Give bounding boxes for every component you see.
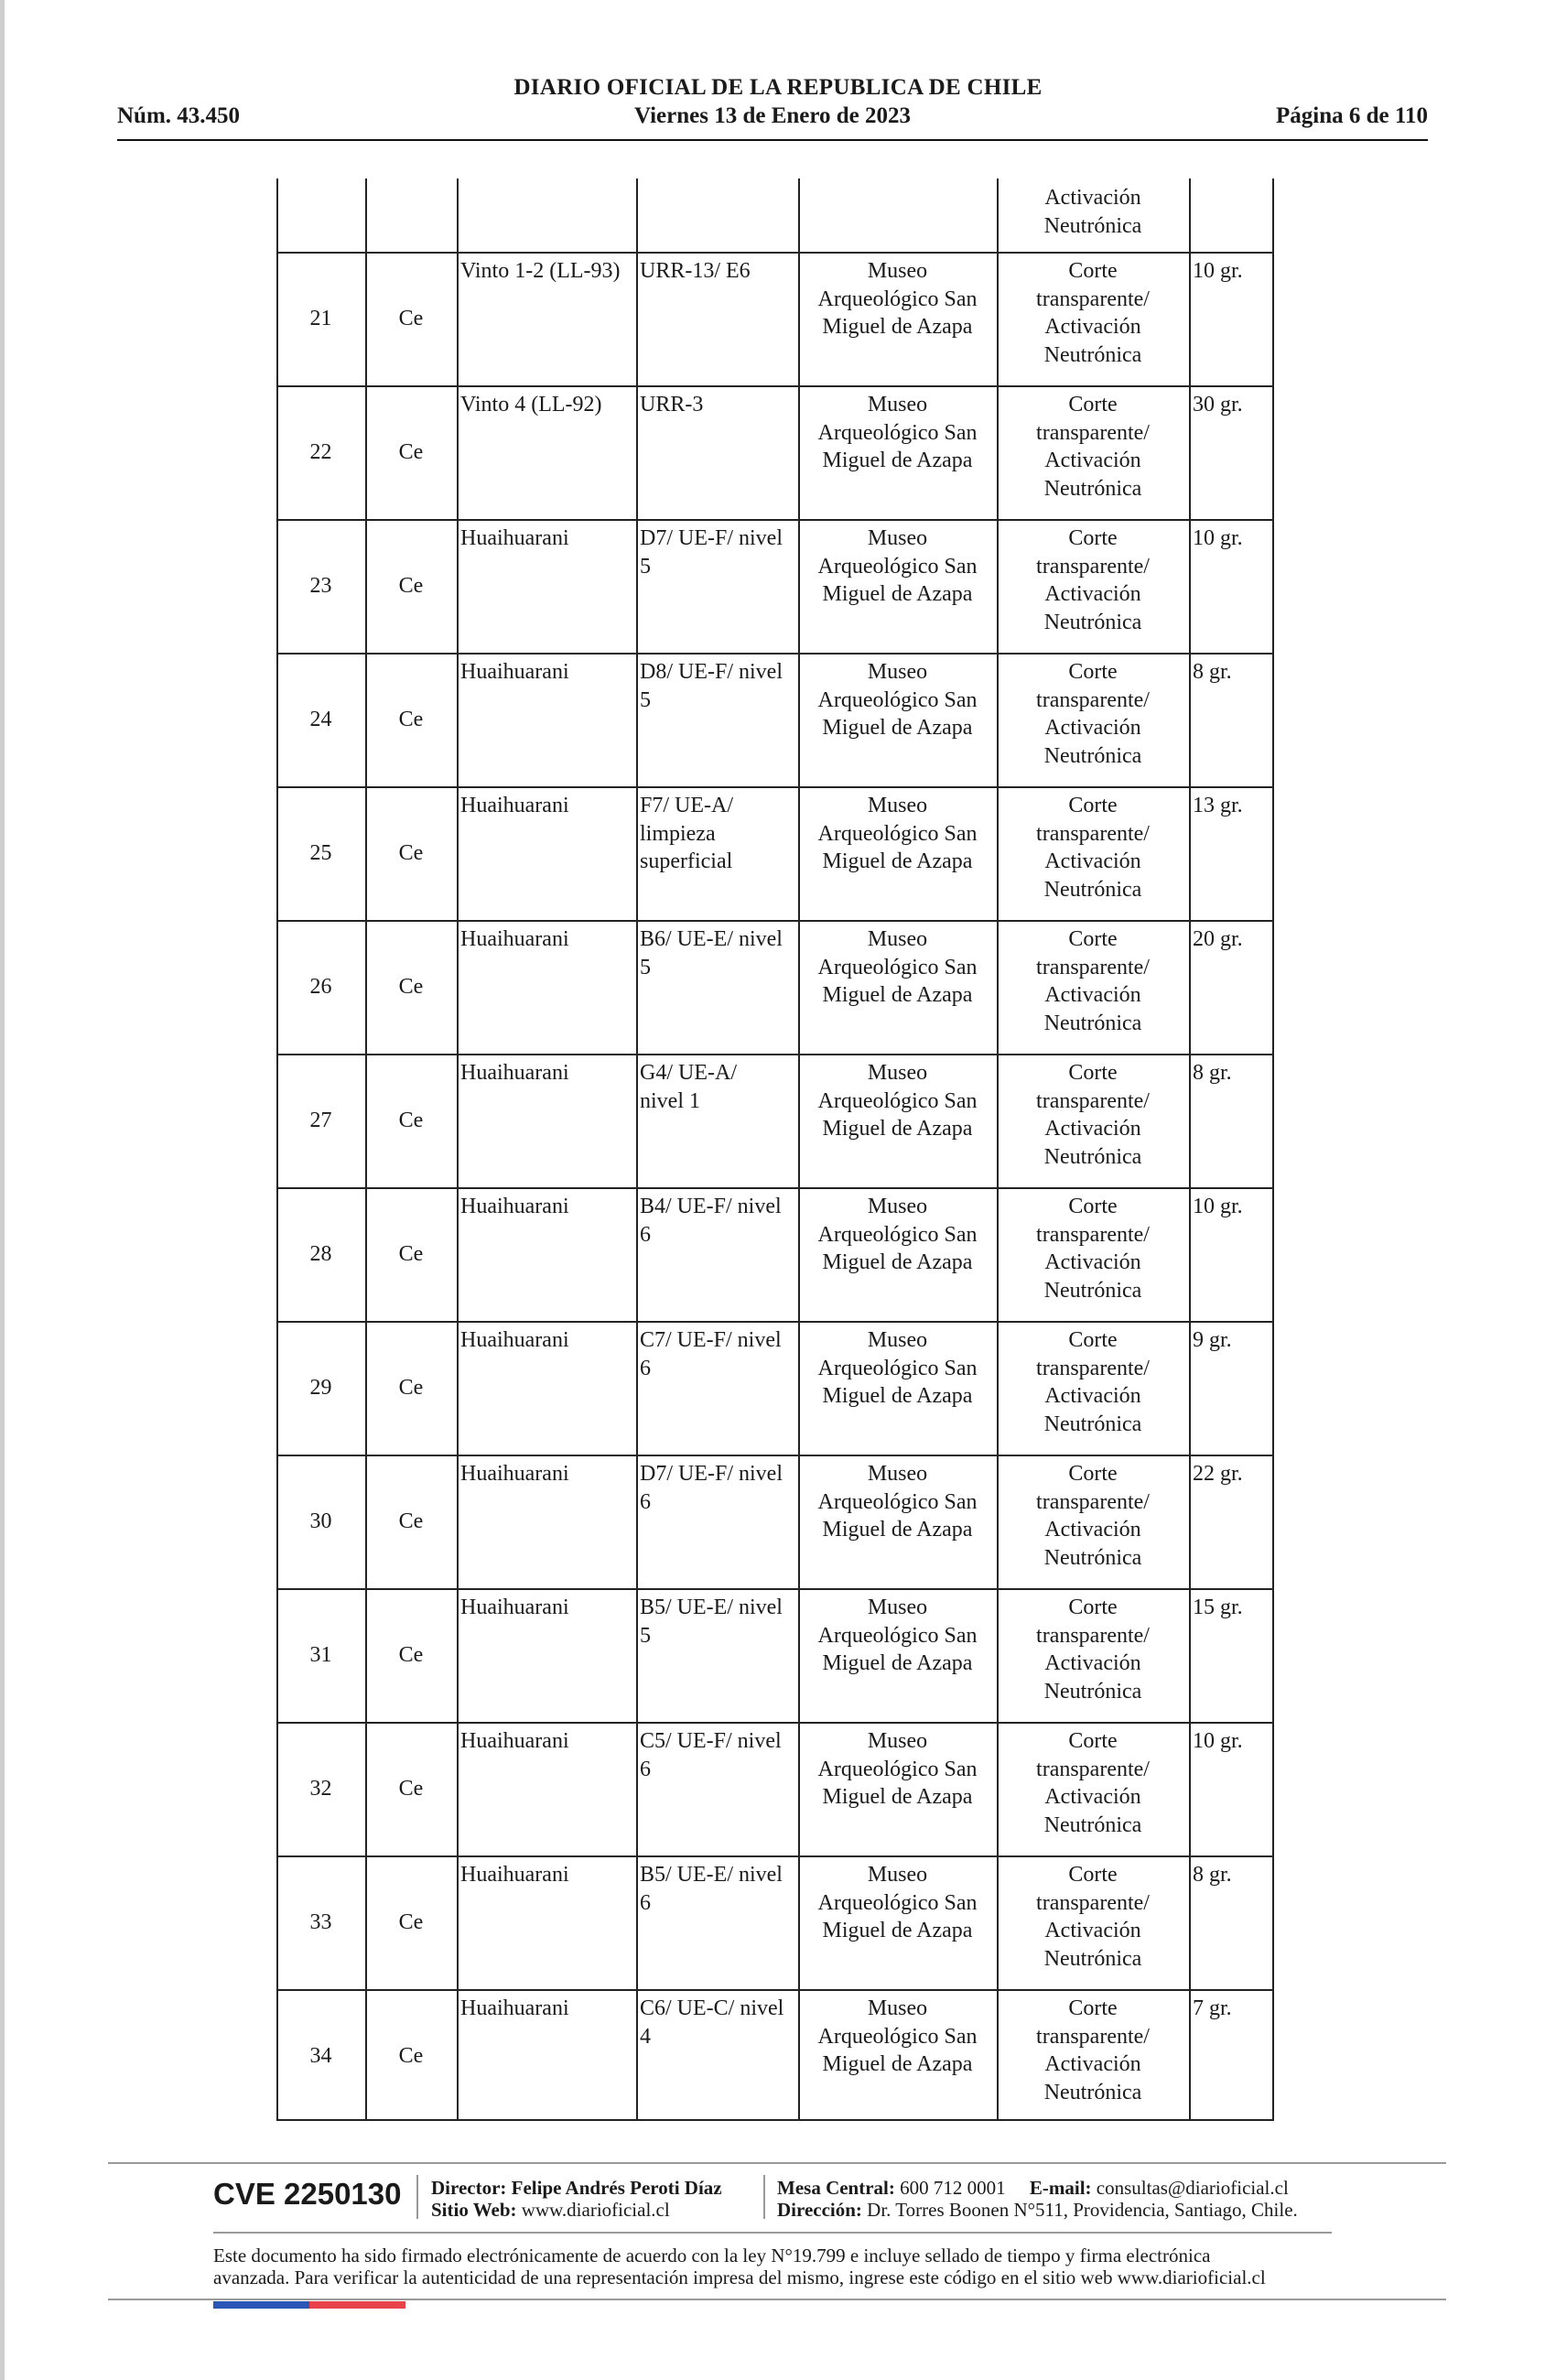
table-cell-quantity: 13 gr. [1193, 794, 1243, 817]
table-cell-code: D7/ UE-F/ nivel 6 [640, 1462, 783, 1514]
samples-table [276, 178, 1274, 2121]
table-cell-site: Huaihuarani [460, 1462, 569, 1486]
table-cell-site: Huaihuarani [460, 1061, 569, 1085]
table-row-rule [276, 519, 1274, 521]
table-cell-code: D8/ UE-F/ nivel 5 [640, 660, 783, 712]
email-link[interactable]: consultas@diarioficial.cl [1096, 2177, 1289, 2199]
table-row [276, 178, 1274, 2121]
table-row-rule [276, 1855, 1274, 1857]
table-cell-quantity: 9 gr. [1193, 1328, 1232, 1352]
address-text: Dr. Torres Boonen N°511, Providencia, Santiago, Chile. [867, 2199, 1298, 2221]
table-cell-quantity: 8 gr. [1193, 660, 1232, 684]
table-cell-site: Huaihuarani [460, 660, 569, 684]
table-row-rule [276, 1989, 1274, 1991]
table-cell-museum: Museo Arqueológico San Miguel de Azapa [817, 1863, 978, 1942]
email-label: E-mail: [1029, 2177, 1092, 2199]
table-cell-method: Corte transparente/ Activación Neutrónica [1036, 927, 1150, 1035]
table-cell-number: 28 [309, 1241, 332, 1266]
table-row [276, 178, 1274, 2121]
table-cell-number: 23 [309, 573, 332, 598]
table-cell-method: Activación Neutrónica [1043, 186, 1142, 238]
footer-contact-block [777, 2177, 1298, 2221]
director-name: Felipe Andrés Peroti Díaz [511, 2177, 722, 2199]
table-cell-code: C5/ UE-F/ nivel 6 [640, 1729, 782, 1781]
table-cell-museum: Museo Arqueológico San Miguel de Azapa [817, 1996, 978, 2076]
table-row-rule [276, 2119, 1274, 2121]
table-row-rule [276, 1722, 1274, 1724]
footer-director-block [431, 2177, 722, 2221]
table-cell-quantity: 20 gr. [1193, 927, 1243, 951]
legal-line-1: Este documento ha sido firmado electrónicamente de acuerdo con la ley N°19.799 e incluye sellado de tiempo y firma electrónica [213, 2245, 1211, 2266]
table-cell-number: 32 [309, 1776, 332, 1801]
publication-title: DIARIO OFICIAL DE LA REPUBLICA DE CHILE [513, 75, 1043, 100]
header-rule [117, 139, 1428, 141]
table-cell-museum: Museo Arqueológico San Miguel de Azapa [817, 660, 978, 740]
table-cell-quantity: 10 gr. [1193, 526, 1243, 550]
table-column-rule [457, 178, 459, 2121]
table-cell-method: Corte transparente/ Activación Neutrónica [1036, 1996, 1150, 2104]
table-cell-method: Corte transparente/ Activación Neutrónica [1036, 1863, 1150, 1971]
table-cell-museum: Museo Arqueológico San Miguel de Azapa [817, 393, 978, 472]
table-cell-element: Ce [398, 2043, 424, 2068]
table-cell-code: D7/ UE-F/ nivel 5 [640, 526, 783, 579]
table-cell-code: C6/ UE-C/ nivel 4 [640, 1996, 784, 2049]
table-cell-museum: Museo Arqueológico San Miguel de Azapa [817, 927, 978, 1007]
table-column-rule [1272, 178, 1274, 2121]
table-cell-quantity: 7 gr. [1193, 1996, 1232, 2020]
table-cell-museum: Museo Arqueológico San Miguel de Azapa [817, 1729, 978, 1809]
table-row [276, 178, 1274, 2121]
table-cell-method: Corte transparente/ Activación Neutrónica [1036, 526, 1150, 634]
table-cell-element: Ce [398, 840, 424, 865]
web-link[interactable]: www.diarioficial.cl [521, 2199, 670, 2221]
table-row-rule [276, 1054, 1274, 1055]
legal-notice [213, 2245, 1403, 2288]
table-cell-quantity: 10 gr. [1193, 1729, 1243, 1753]
table-cell-museum: Museo Arqueológico San Miguel de Azapa [817, 1195, 978, 1274]
table-cell-quantity: 15 gr. [1193, 1596, 1243, 1619]
table-cell-code: F7/ UE-A/ limpieza superficial [640, 794, 733, 873]
table-row [276, 178, 1274, 2121]
table-cell-number: 25 [309, 840, 332, 865]
table-column-rule [798, 178, 800, 2121]
table-cell-museum: Museo Arqueológico San Miguel de Azapa [817, 1328, 978, 1408]
footer-top-rule [108, 2162, 1446, 2164]
table-column-rule [365, 178, 367, 2121]
footer-separator [763, 2175, 765, 2219]
table-column-rule [997, 178, 999, 2121]
table-cell-code: B5/ UE-E/ nivel 6 [640, 1863, 783, 1915]
table-row [276, 178, 1274, 2121]
table-cell-museum: Museo Arqueológico San Miguel de Azapa [817, 526, 978, 606]
table-cell-element: Ce [398, 1509, 424, 1533]
table-row-rule [276, 1187, 1274, 1189]
table-cell-number: 30 [309, 1509, 332, 1533]
table-cell-site: Huaihuarani [460, 1195, 569, 1218]
table-cell-method: Corte transparente/ Activación Neutrónica [1036, 1328, 1150, 1436]
flag-blue-stripe [213, 2301, 309, 2309]
table-cell-method: Corte transparente/ Activación Neutrónica [1036, 1596, 1150, 1704]
table-cell-museum: Museo Arqueológico San Miguel de Azapa [817, 259, 978, 339]
table-cell-number: 34 [309, 2043, 332, 2068]
table-row [276, 178, 1274, 2121]
table-row [276, 178, 1274, 2121]
table-cell-method: Corte transparente/ Activación Neutrónica [1036, 660, 1150, 768]
table-cell-site: Vinto 4 (LL-92) [460, 393, 602, 416]
footer-bottom-rule [108, 2299, 1446, 2300]
table-cell-site: Huaihuarani [460, 526, 569, 550]
table-cell-quantity: 10 gr. [1193, 259, 1243, 283]
table-cell-quantity: 8 gr. [1193, 1061, 1232, 1085]
table-cell-site: Huaihuarani [460, 1328, 569, 1352]
table-cell-element: Ce [398, 707, 424, 731]
table-cell-code: C7/ UE-F/ nivel 6 [640, 1328, 782, 1380]
table-cell-element: Ce [398, 1108, 424, 1132]
table-cell-site: Huaihuarani [460, 1729, 569, 1753]
table-cell-number: 27 [309, 1108, 332, 1132]
flag-red-stripe [309, 2301, 405, 2309]
footer-mid-rule [213, 2232, 1332, 2234]
table-cell-museum: Museo Arqueológico San Miguel de Azapa [817, 1462, 978, 1542]
table-cell-museum: Museo Arqueológico San Miguel de Azapa [817, 794, 978, 873]
table-cell-element: Ce [398, 974, 424, 999]
cve-code: CVE 2250130 [213, 2177, 402, 2211]
table-row [276, 178, 1274, 2121]
footer-separator [416, 2175, 418, 2219]
table-cell-code: URR-3 [640, 393, 704, 416]
table-cell-element: Ce [398, 306, 424, 330]
table-row-rule [276, 385, 1274, 387]
phone-label: Mesa Central: [777, 2177, 895, 2199]
table-cell-number: 24 [309, 707, 332, 731]
table-row [276, 178, 1274, 2121]
table-row [276, 178, 1274, 2121]
table-row [276, 178, 1274, 2121]
table-row-rule [276, 1321, 1274, 1323]
page-number: Página 6 de 110 [1276, 103, 1428, 128]
table-cell-quantity: 30 gr. [1193, 393, 1243, 416]
table-cell-quantity: 8 gr. [1193, 1863, 1232, 1887]
table-row-rule [276, 1588, 1274, 1590]
table-cell-code: B4/ UE-F/ nivel 6 [640, 1195, 782, 1247]
table-row-rule [276, 252, 1274, 254]
table-cell-element: Ce [398, 1241, 424, 1266]
table-cell-code: G4/ UE-A/ nivel 1 [640, 1061, 737, 1113]
table-cell-number: 29 [309, 1375, 332, 1400]
table-row [276, 178, 1274, 2121]
issue-date: Viernes 13 de Enero de 2023 [633, 103, 912, 128]
table-cell-quantity: 22 gr. [1193, 1462, 1243, 1486]
table-cell-method: Corte transparente/ Activación Neutrónica [1036, 1729, 1150, 1837]
web-label: Sitio Web: [431, 2199, 517, 2221]
table-cell-element: Ce [398, 439, 424, 464]
table-cell-element: Ce [398, 1909, 424, 1934]
table-cell-element: Ce [398, 1375, 424, 1400]
table-column-rule [636, 178, 638, 2121]
table-column-rule [1189, 178, 1191, 2121]
table-cell-quantity: 10 gr. [1193, 1195, 1243, 1218]
table-cell-method: Corte transparente/ Activación Neutrónica [1036, 393, 1150, 501]
table-cell-code: B5/ UE-E/ nivel 5 [640, 1596, 783, 1648]
table-row [276, 178, 1274, 2121]
table-cell-method: Corte transparente/ Activación Neutrónica [1036, 259, 1150, 367]
table-cell-site: Huaihuarani [460, 1996, 569, 2020]
director-label: Director: [431, 2177, 507, 2199]
table-row-rule [276, 1455, 1274, 1456]
legal-line-2: avanzada. Para verificar la autenticidad de una representación impresa del mismo, ingrese este código en el sitio web www.diarioficial.cl [213, 2266, 1266, 2288]
address-label: Dirección: [777, 2199, 862, 2221]
table-cell-site: Huaihuarani [460, 927, 569, 951]
table-cell-code: URR-13/ E6 [640, 259, 751, 283]
table-cell-site: Huaihuarani [460, 1596, 569, 1619]
table-column-rule [276, 178, 278, 2121]
table-cell-number: 26 [309, 974, 332, 999]
table-row-rule [276, 786, 1274, 788]
table-cell-site: Vinto 1-2 (LL-93) [460, 259, 621, 283]
table-cell-site: Huaihuarani [460, 1863, 569, 1887]
table-cell-element: Ce [398, 573, 424, 598]
table-row [276, 178, 1274, 2121]
table-cell-museum: Museo Arqueológico San Miguel de Azapa [817, 1596, 978, 1675]
table-row-rule [276, 920, 1274, 922]
header-row [117, 103, 1428, 133]
table-cell-number: 33 [309, 1909, 332, 1934]
table-cell-element: Ce [398, 1776, 424, 1801]
table-cell-number: 22 [309, 439, 332, 464]
table-cell-method: Corte transparente/ Activación Neutrónica [1036, 794, 1150, 902]
table-cell-museum: Museo Arqueológico San Miguel de Azapa [817, 1061, 978, 1141]
table-cell-element: Ce [398, 1642, 424, 1667]
table-cell-site: Huaihuarani [460, 794, 569, 817]
table-cell-number: 21 [309, 306, 332, 330]
table-cell-number: 31 [309, 1642, 332, 1667]
table-cell-method: Corte transparente/ Activación Neutrónica [1036, 1061, 1150, 1169]
phone-number: 600 712 0001 [900, 2177, 1006, 2199]
issue-number: Núm. 43.450 [117, 103, 241, 128]
page-edge [0, 0, 5, 2380]
table-row-rule [276, 653, 1274, 654]
table-cell-method: Corte transparente/ Activación Neutrónica [1036, 1462, 1150, 1570]
table-cell-method: Corte transparente/ Activación Neutrónica [1036, 1195, 1150, 1303]
table-cell-code: B6/ UE-E/ nivel 5 [640, 927, 783, 979]
